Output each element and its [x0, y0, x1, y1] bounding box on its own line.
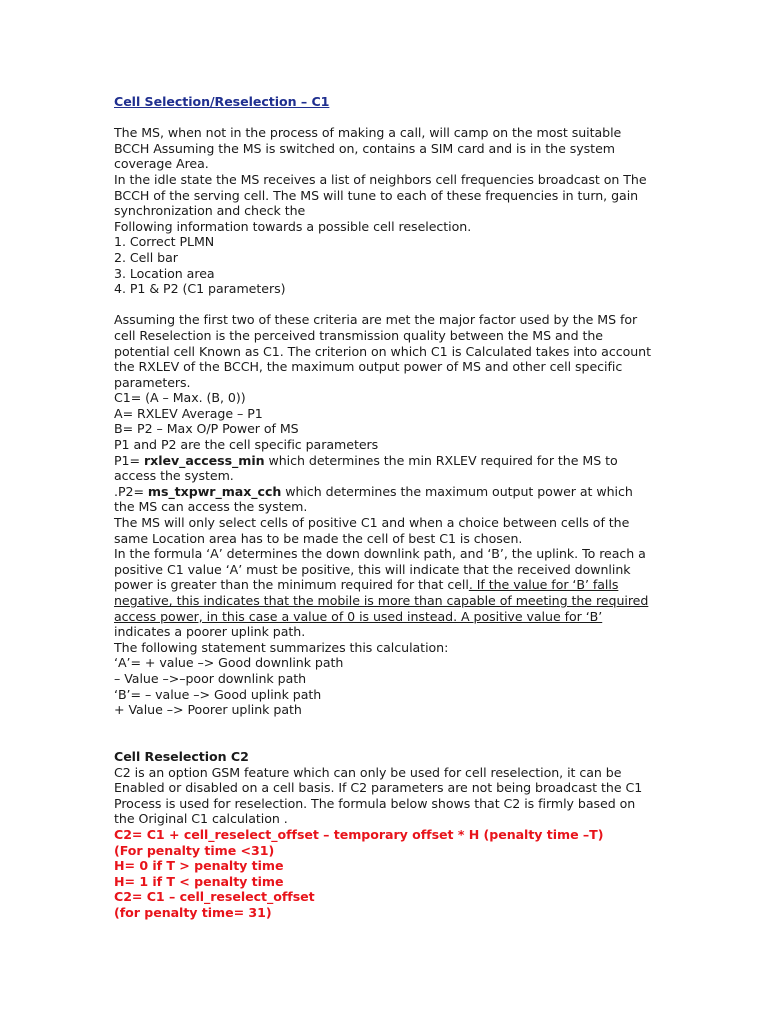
formula-line: A= RXLEV Average – P1: [114, 405, 263, 421]
text-line: access the system.: [114, 468, 234, 484]
text-line: In the idle state the MS receives a list of neighbors cell frequencies broadcast on The: [114, 171, 647, 187]
text-line: BCCH of the serving cell. The MS will tune to each of these frequencies in turn, gain: [114, 187, 639, 203]
document-body: [114, 94, 654, 920]
formula-line: H= 0 if T > penalty time: [114, 858, 284, 874]
p2-prefix: .P2=: [114, 483, 148, 499]
formula-line: C2= C1 + cell_reselect_offset – temporary offset * H (penalty time –T): [114, 826, 604, 842]
p1-prefix: P1=: [114, 452, 144, 468]
underlined-line: negative, this indicates that the mobile is more than capable of meeting the required: [114, 593, 649, 608]
text-line: the MS can access the system.: [114, 499, 308, 515]
p1-suffix: which determines the min RXLEV required for the MS to: [264, 452, 618, 468]
formula-line: B= P2 – Max O/P Power of MS: [114, 421, 299, 437]
text-line: BCCH Assuming the MS is switched on, contains a SIM card and is in the system: [114, 140, 615, 156]
summary-line: ‘B’= – value –> Good uplink path: [114, 686, 322, 702]
summary-line: ‘A’= + value –> Good downlink path: [114, 655, 344, 671]
p2-param: ms_txpwr_max_cch: [147, 483, 282, 499]
text-line: Following information towards a possible cell reselection.: [114, 218, 472, 234]
text-line: cell Reselection is the perceived transmission quality between the MS and the: [114, 327, 604, 343]
text-line: [114, 577, 654, 593]
text-line: parameters.: [114, 374, 191, 390]
text-line: Assuming the first two of these criteria are met the major factor used by the MS for: [114, 312, 638, 328]
text-line: The MS, when not in the process of making a call, will camp on the most suitable: [114, 125, 622, 141]
c1-paragraph: [114, 312, 654, 717]
text-line: the RXLEV of the BCCH, the maximum output power of MS and other cell specific: [114, 359, 623, 375]
list-item: 4. P1 & P2 (C1 parameters): [114, 281, 286, 297]
text-line: same Location area has to be made the cell of best C1 is chosen.: [114, 530, 523, 546]
list-item: 3. Location area: [114, 265, 215, 281]
text-line: Enabled or disabled on a cell basis. If C2 parameters are not being broadcast the C1: [114, 780, 643, 796]
text-line: synchronization and check the: [114, 203, 306, 219]
formula-line: C1= (A – Max. (B, 0)): [114, 390, 246, 406]
text-line: The MS will only select cells of positive C1 and when a choice between cells of the: [114, 515, 630, 531]
formula-line: (For penalty time <31): [114, 842, 275, 858]
text-line: The following statement summarizes this calculation:: [114, 639, 449, 655]
intro-paragraph: [114, 125, 654, 234]
p1-definition: [114, 453, 654, 469]
text-line: the Original C1 calculation .: [114, 811, 288, 827]
text-line: Process is used for reselection. The formula below shows that C2 is firmly based on: [114, 795, 636, 811]
text-line: indicates a poorer uplink path.: [114, 624, 306, 640]
document-title: Cell Selection/Reselection – C1: [114, 94, 330, 109]
text-line: positive C1 value ‘A’ must be positive, this will indicate that the received downlink: [114, 561, 631, 577]
text-line: In the formula ‘A’ determines the down downlink path, and ‘B’, the uplink. To reach a: [114, 546, 646, 562]
p2-suffix: which determines the maximum output power at which: [281, 483, 633, 499]
c2-paragraph: [114, 765, 654, 827]
p1-param: rxlev_access_min: [143, 452, 265, 468]
plain-text: power is greater than the minimum required for that cell: [114, 577, 469, 593]
text-line: C2 is an option GSM feature which can only be used for cell reselection, it can be: [114, 764, 622, 780]
summary-line: – Value –>–poor downlink path: [114, 670, 307, 686]
formula-line: C2= C1 – cell_reselect_offset: [114, 889, 315, 905]
c2-formulas: [114, 827, 654, 921]
summary-line: + Value –> Poorer uplink path: [114, 702, 302, 718]
list-item: 2. Cell bar: [114, 249, 178, 265]
underlined-text: . If the value for ‘B’ falls: [468, 577, 619, 593]
section-heading-c2: Cell Reselection C2: [114, 748, 249, 764]
list-item: 1. Correct PLMN: [114, 234, 215, 250]
underlined-line: access power, in this case a value of 0 is used instead. A positive value for ‘B’: [114, 608, 603, 624]
text-line: coverage Area.: [114, 156, 209, 172]
criteria-list: [114, 234, 654, 296]
formula-line: H= 1 if T < penalty time: [114, 873, 284, 889]
text-line: potential cell Known as C1. The criterion on which C1 is Calculated takes into account: [114, 343, 651, 359]
p2-definition: [114, 484, 654, 500]
text-line: P1 and P2 are the cell specific parameters: [114, 437, 379, 453]
formula-line: (for penalty time= 31): [114, 904, 272, 920]
